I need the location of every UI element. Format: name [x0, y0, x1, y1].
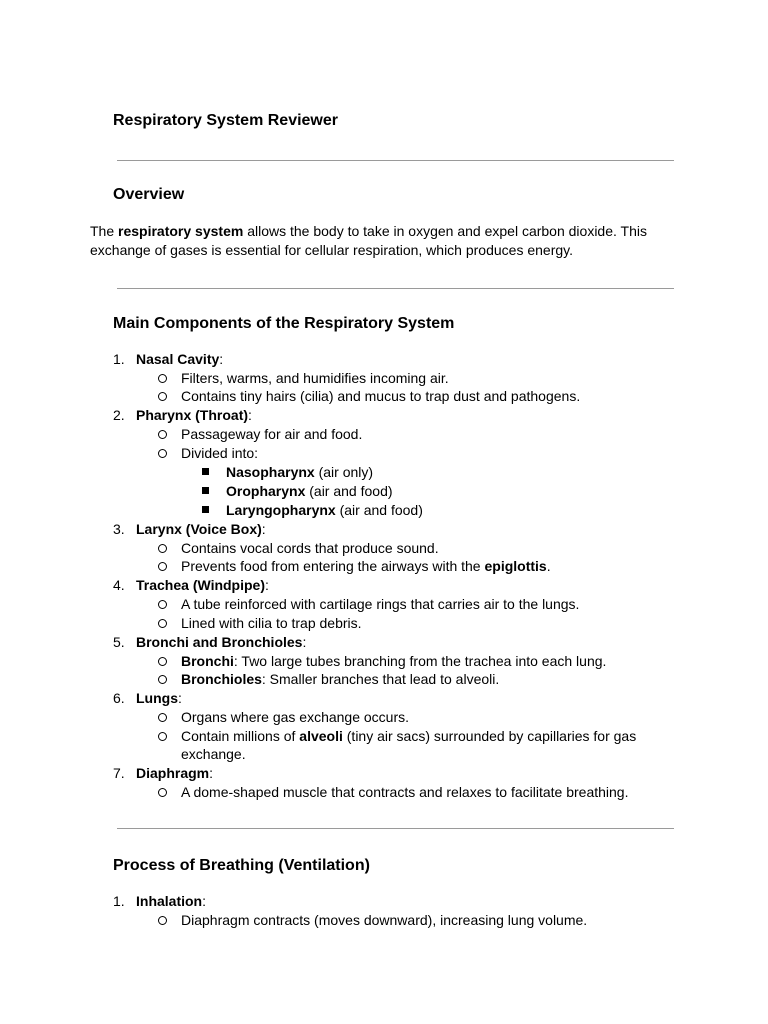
list-item: Diaphragm contracts (moves downward), increasing lung volume. — [181, 912, 588, 928]
list-item-continuation: exchange. — [181, 746, 246, 762]
list-item: Bronchi and Bronchioles: — [136, 634, 307, 650]
list-item: Bronchioles: Smaller branches that lead to alveoli. — [181, 671, 500, 687]
list-item: Filters, warms, and humidifies incoming air. — [181, 370, 449, 386]
list-item: Lined with cilia to trap debris. — [181, 615, 362, 631]
circle-bullet-icon — [158, 374, 167, 383]
list-item: Organs where gas exchange occurs. — [181, 709, 410, 725]
list-item: Contain millions of alveoli (tiny air sacs) surrounded by capillaries for gas — [181, 728, 637, 744]
list-item: A dome-shaped muscle that contracts and relaxes to facilitate breathing. — [181, 784, 629, 800]
list-item: Pharynx (Throat): — [136, 407, 252, 423]
list-item: Contains vocal cords that produce sound. — [181, 540, 439, 556]
breathing-heading: Process of Breathing (Ventilation) — [113, 857, 370, 874]
list-item: Inhalation: — [136, 893, 207, 909]
divider — [117, 288, 674, 289]
circle-bullet-icon — [158, 619, 167, 628]
list-item: Bronchi: Two large tubes branching from the trachea into each lung. — [181, 653, 607, 669]
list-number: 2. — [113, 407, 125, 423]
list-item: Divided into: — [181, 445, 259, 461]
list-item: Passageway for air and food. — [181, 426, 363, 442]
circle-bullet-icon — [158, 732, 167, 741]
list-item: Nasal Cavity: — [136, 351, 224, 367]
list-item: Larynx (Voice Box): — [136, 521, 266, 537]
list-number: 5. — [113, 634, 125, 650]
list-number: 6. — [113, 690, 125, 706]
list-number: 1. — [113, 893, 125, 909]
circle-bullet-icon — [158, 430, 167, 439]
list-item: Prevents food from entering the airways with the epiglottis. — [181, 558, 551, 574]
circle-bullet-icon — [158, 449, 167, 458]
list-item: A tube reinforced with cartilage rings that carries air to the lungs. — [181, 596, 580, 612]
circle-bullet-icon — [158, 916, 167, 925]
circle-bullet-icon — [158, 392, 167, 401]
list-item: Contains tiny hairs (cilia) and mucus to trap dust and pathogens. — [181, 388, 581, 404]
list-item: Trachea (Windpipe): — [136, 577, 269, 593]
list-item: Laryngopharynx (air and food) — [226, 502, 423, 518]
divider — [117, 160, 674, 161]
square-bullet-icon — [202, 487, 209, 494]
list-item: Nasopharynx (air only) — [226, 464, 374, 480]
overview-paragraph: The respiratory system allows the body to take in oxygen and expel carbon dioxide. This exchange of gases is essential for cellular respiration, which produces energy. — [90, 223, 647, 258]
overview-heading: Overview — [113, 186, 185, 203]
circle-bullet-icon — [158, 713, 167, 722]
square-bullet-icon — [202, 506, 209, 513]
divider — [117, 828, 674, 829]
components-heading: Main Components of the Respiratory System — [113, 315, 455, 332]
list-number: 1. — [113, 351, 125, 367]
circle-bullet-icon — [158, 562, 167, 571]
list-number: 3. — [113, 521, 125, 537]
page-title: Respiratory System Reviewer — [113, 112, 338, 129]
circle-bullet-icon — [158, 788, 167, 797]
circle-bullet-icon — [158, 675, 167, 684]
list-item: Oropharynx (air and food) — [226, 483, 393, 499]
square-bullet-icon — [202, 468, 209, 475]
list-item: Diaphragm: — [136, 765, 214, 781]
circle-bullet-icon — [158, 544, 167, 553]
list-number: 7. — [113, 765, 125, 781]
list-number: 4. — [113, 577, 125, 593]
circle-bullet-icon — [158, 657, 167, 666]
list-item: Lungs: — [136, 690, 182, 706]
circle-bullet-icon — [158, 600, 167, 609]
